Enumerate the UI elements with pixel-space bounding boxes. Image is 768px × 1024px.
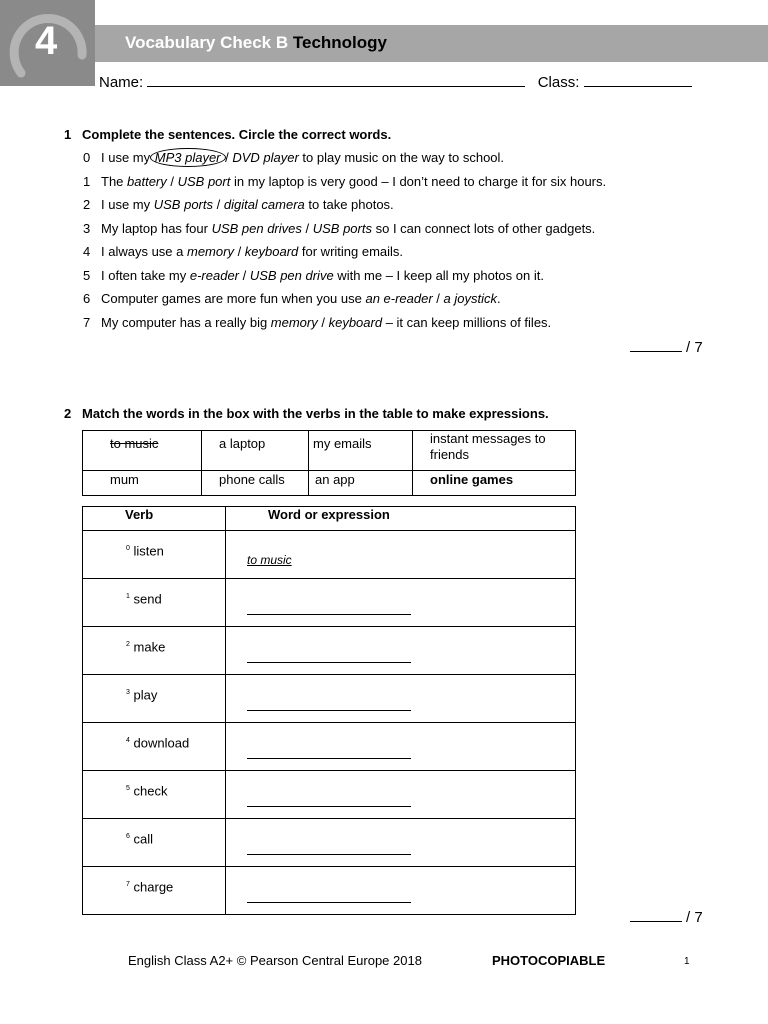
row-number: 7 — [126, 881, 130, 888]
sentence-number: 7 — [83, 315, 91, 330]
verb-label: download — [133, 735, 190, 751]
option-second[interactable]: a joystick — [443, 291, 497, 306]
sentence-pre: Computer games are more fun when you use — [101, 291, 366, 306]
sentence-number: 0 — [83, 150, 91, 165]
verb-table — [82, 506, 576, 915]
table-row — [83, 627, 576, 675]
option-second[interactable]: USB ports — [312, 221, 372, 236]
option-second[interactable]: digital camera — [223, 197, 305, 212]
page-title — [125, 33, 387, 53]
row-number: 4 — [126, 737, 130, 744]
verb-label: call — [133, 831, 154, 847]
sentence-text — [101, 174, 606, 189]
word-box-item: a laptop — [219, 436, 266, 451]
column-header-verb: Verb — [125, 507, 154, 522]
verb-label: play — [133, 687, 158, 703]
footer-copyright: English Class A2+ © Pearson Central Europe 2018 — [128, 953, 422, 968]
sentence-number: 5 — [83, 268, 91, 283]
sentence-pre: I use my — [101, 150, 154, 165]
table-row — [83, 531, 576, 579]
verb-label: charge — [133, 879, 174, 895]
table-row — [83, 723, 576, 771]
exercise2-instruction: Match the words in the box with the verbs in the table to make expressions. — [82, 406, 549, 421]
word-box-item: my emails — [313, 436, 372, 451]
sentence-post: . — [497, 291, 501, 306]
exercise2-number: 2 — [64, 406, 72, 421]
option-first[interactable]: memory — [187, 244, 234, 259]
row-number: 0 — [126, 545, 130, 552]
answer-blank[interactable] — [247, 758, 411, 759]
column-header-expression: Word or expression — [268, 507, 390, 522]
sentence-text — [101, 197, 394, 212]
answer-blank[interactable] — [247, 854, 411, 855]
option-first[interactable]: USB ports — [153, 197, 213, 212]
row-number: 1 — [126, 593, 130, 600]
sentence-pre: I often take my — [101, 268, 190, 283]
exercise1-number: 1 — [64, 127, 72, 142]
option-first[interactable]: an e-reader — [365, 291, 433, 306]
sentence-post: in my laptop is very good – I don’t need to charge it for six hours. — [230, 174, 607, 189]
word-box-item: instant messages to friends — [430, 431, 546, 462]
row-number: 2 — [126, 641, 130, 648]
option-first[interactable]: battery — [127, 174, 167, 189]
sentence-post: with me – I keep all my photos on it. — [333, 268, 544, 283]
sentence-post: – it can keep millions of files. — [382, 315, 552, 330]
sentence-post: so I can connect lots of other gadgets. — [371, 221, 596, 236]
answer-example: to music — [247, 553, 292, 567]
option-second[interactable]: DVD player — [232, 150, 299, 165]
option-first[interactable]: e-reader — [189, 268, 240, 283]
class-field[interactable] — [584, 72, 692, 87]
option-separator: / — [301, 221, 313, 236]
option-separator: / — [432, 291, 444, 306]
unit-number: 4 — [35, 19, 58, 63]
sentence-pre: My computer has a really big — [101, 315, 271, 330]
sentence-text — [101, 221, 595, 236]
table-row — [83, 675, 576, 723]
name-field[interactable] — [147, 72, 525, 87]
exercise2-heading — [64, 406, 549, 421]
word-box-item: an app — [315, 472, 355, 487]
option-second[interactable]: keyboard — [244, 244, 299, 259]
sentence-text — [101, 291, 501, 306]
option-separator: / — [239, 268, 250, 283]
sentence-post: to take photos. — [304, 197, 394, 212]
exercise1-instruction: Complete the sentences. Circle the correct words. — [82, 127, 392, 142]
option-first[interactable]: memory — [270, 315, 318, 330]
sentence-pre: My laptop has four — [101, 221, 212, 236]
answer-blank[interactable] — [247, 806, 411, 807]
sentence-text — [101, 150, 504, 165]
table-row — [83, 819, 576, 867]
option-second[interactable]: USB port — [177, 174, 231, 189]
word-box-item: phone calls — [219, 472, 285, 487]
sentence-text — [101, 268, 544, 283]
option-separator: / — [317, 315, 329, 330]
score-blank[interactable] — [630, 908, 682, 922]
page-number: 1 — [684, 956, 690, 967]
sentence-number: 2 — [83, 197, 91, 212]
unit-badge — [0, 0, 95, 86]
option-second[interactable]: keyboard — [328, 315, 383, 330]
verb-label: check — [133, 783, 168, 799]
exercise1-score — [630, 338, 703, 356]
answer-blank[interactable] — [247, 614, 411, 615]
score-blank[interactable] — [630, 338, 682, 352]
option-first[interactable]: MP3 player — [150, 148, 226, 167]
title-topic: Technology — [292, 33, 388, 52]
table-row — [83, 579, 576, 627]
option-separator: / — [233, 244, 245, 259]
score-total: / 7 — [686, 909, 703, 926]
row-number: 5 — [126, 785, 130, 792]
answer-blank[interactable] — [247, 710, 411, 711]
exercise1-heading — [64, 127, 391, 142]
title-main: Vocabulary Check B — [125, 33, 289, 52]
sentence-pre: The — [101, 174, 128, 189]
option-second[interactable]: USB pen drive — [249, 268, 334, 283]
word-box — [82, 430, 576, 496]
sentence-number: 6 — [83, 291, 91, 306]
verb-label: listen — [133, 543, 164, 559]
sentence-number: 1 — [83, 174, 91, 189]
exercise2-score — [630, 908, 703, 926]
option-first[interactable]: USB pen drives — [211, 221, 302, 236]
verb-label: make — [133, 639, 166, 655]
sentence-text — [101, 244, 403, 259]
answer-blank[interactable] — [247, 902, 411, 903]
verb-label: send — [133, 591, 162, 607]
option-separator: / — [166, 174, 178, 189]
word-box-item: to music — [110, 436, 159, 451]
answer-blank[interactable] — [247, 662, 411, 663]
table-row — [83, 867, 576, 915]
sentence-post: to play music on the way to school. — [298, 150, 505, 165]
row-number: 3 — [126, 689, 130, 696]
sentence-number: 3 — [83, 221, 91, 236]
word-box-item: online games — [430, 472, 514, 487]
word-box-item: mum — [110, 472, 139, 487]
footer-photocopiable: PHOTOCOPIABLE — [492, 953, 606, 968]
option-separator: / — [213, 197, 224, 212]
name-label: Name: — [99, 74, 144, 91]
class-label: Class: — [537, 74, 580, 91]
sentence-post: for writing emails. — [298, 244, 404, 259]
sentence-pre: I always use a — [101, 244, 187, 259]
row-number: 6 — [126, 833, 130, 840]
table-row — [83, 771, 576, 819]
option-separator: / — [221, 150, 233, 165]
sentence-text — [101, 315, 551, 330]
score-total: / 7 — [686, 339, 703, 356]
name-class-row — [99, 72, 692, 91]
sentence-pre: I use my — [101, 197, 154, 212]
sentence-number: 4 — [83, 244, 91, 259]
